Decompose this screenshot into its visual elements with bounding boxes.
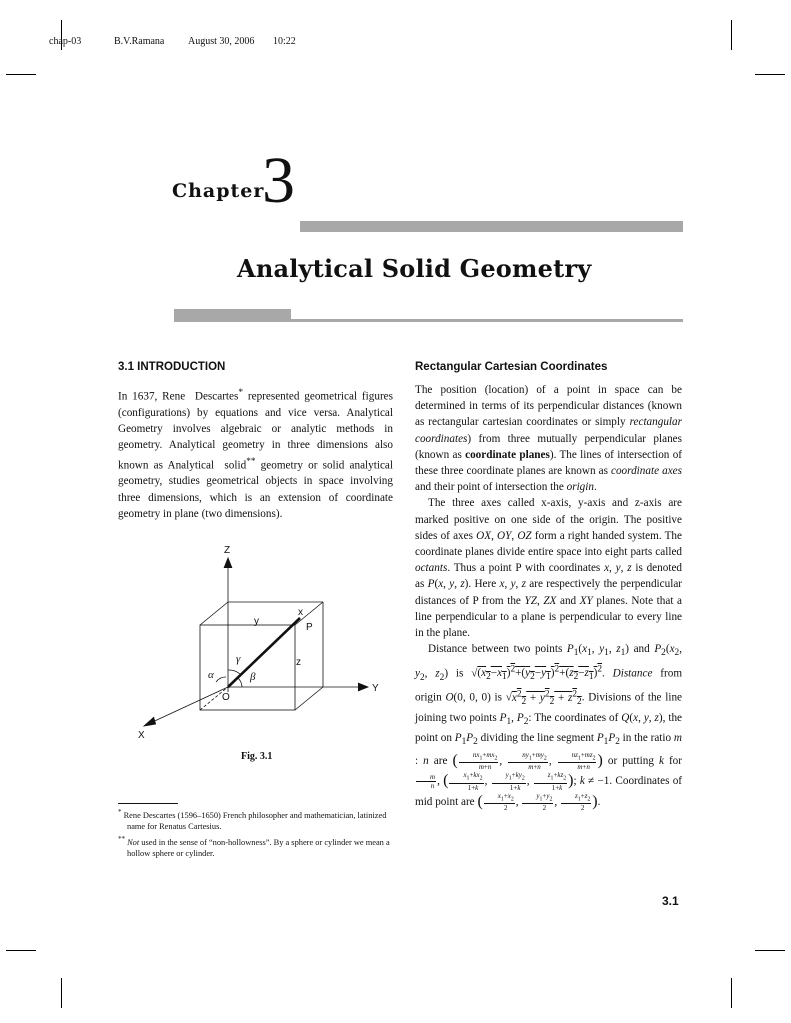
crop-mark	[731, 978, 732, 1008]
header-file: chap-03	[49, 36, 82, 47]
page-number: 3.1	[662, 894, 679, 908]
header-author: B.V.Ramana	[114, 36, 165, 47]
label-x-small: x	[298, 607, 303, 618]
label-z-small: z	[296, 657, 301, 668]
x-arrow	[144, 717, 156, 726]
label-y-small: y	[254, 616, 259, 627]
footnote-2: ** Not used in the sense of “non-hollowness”. By a sphere or cylinder we mean a hollow sphere or cylinder.	[118, 834, 390, 858]
paragraph-distance-formulas: Distance between two points $P_1(x_1$, $y_1$, $z_1$) and $P_2(x_2$, $y_2$, $z_2$) is $√(x_2-x_1)^2+(y_2-y_1)^2+(z_2-z_1)^2$. Distance from origin O(0, 0, 0) is $√x^2_2 + y^2_2 + z^2_2$. Divisions of the line joining two points $P_1$, $P_2$: The coordinates of Q(x, y, z), the point on $P_1P_2$ dividing the line segment $P_1P_2$ in the ratio m : n are ( $\frac{nx_1+mx_2}{m+n}$ , $\frac{ny_1+my_2}{m+n}$ , $\frac{nz_1+mz_2}{m+n}$ ) or putting k for $\frac{m}{n}$ , ( $\frac{x_1+kx_2}{1+k}$ , $\frac{y_1+ky_2}{1+k}$ , $\frac{z_1+kz_2}{1+k}$ ); k ≠ −1. Coordinates of mid point are ( $\frac{x_1+x_2}{2}$ , $\frac{y_1+y_2}{2}$ , $\frac{z_1+z_2}{2}$ ).	[415, 643, 683, 813]
coordinate-axes-figure	[130, 540, 390, 750]
chapter-number: 3	[262, 144, 295, 217]
x-axis	[146, 687, 228, 725]
footnote-1: * Rene Descartes (1596–1650) French philosopher and mathematician, latinized name for Renatus Cartesius.	[118, 808, 387, 832]
chapter-bar-top	[300, 221, 683, 232]
label-alpha: α	[208, 669, 214, 681]
label-z: Z	[224, 545, 231, 556]
z-arrow	[224, 558, 232, 568]
label-y: Y	[372, 683, 379, 694]
paragraph-axes: The three axes called x-axis, y-axis and z-axis are marked positive on one side of the origin. The positive sides of axes OX, OY, OZ form a right handed system. The coordinate planes divide entire space into eight parts called octants. Thus a point P with coordinates x, y, z is denoted as P(x, y, z). Here x, y, z are respectively the perpendicular distances of P from the YZ, ZX and XY planes. Note that a line perpendicular to a plane is perpendicular to every line in the plane.	[415, 497, 683, 640]
header-time: 10:22	[273, 36, 296, 47]
y-arrow	[358, 683, 368, 691]
crop-mark	[61, 978, 62, 1008]
crop-mark	[755, 74, 785, 75]
right-column-text	[415, 382, 682, 812]
header-date: August 30, 2006	[188, 36, 255, 47]
figure-caption: Fig. 3.1	[241, 751, 273, 762]
label-gamma: γ	[236, 653, 241, 665]
label-beta: β	[250, 671, 256, 683]
label-origin: O	[222, 692, 230, 703]
crop-mark	[731, 20, 732, 50]
footnote-rule	[118, 803, 178, 804]
section-heading-introduction: 3.1 INTRODUCTION	[118, 361, 226, 373]
crop-mark	[6, 950, 36, 951]
paragraph-coordinates-definition: The position (location) of a point in space can be determined in terms of its perpendicular distances (known as rectangular cartesian coordinates or simply rectangular coordinates) from three mutually perpendicular planes (known as coordinate planes). The lines of intersection of these three coordinate planes are known as coordinate axes and their point of intersection the origin.	[415, 384, 683, 494]
label-x: X	[138, 730, 145, 741]
crop-mark	[6, 74, 36, 75]
crop-mark	[755, 950, 785, 951]
chapter-label: Chapter	[172, 180, 265, 202]
chapter-title: Analytical Solid Geometry	[237, 254, 592, 283]
footnotes	[118, 807, 393, 860]
chapter-bar-bottom-block	[174, 309, 291, 322]
intro-paragraph: In 1637, Rene Descartes* represented geometrical figures (configurations) by equations and vice versa. Analytical Geometry involves algebraic or analytic methods in geometry. Analytical geometry in three dimensions also known as Analytical solid** geometry or solid analytical geometry, studies geometrical objects in space involving three dimensions, which is an extension of coordinate geometry in plane (two dimensions).	[118, 388, 393, 520]
section-heading-rectangular-coordinates: Rectangular Cartesian Coordinates	[415, 361, 608, 373]
label-p: P	[306, 622, 313, 633]
chapter-bar-bottom-rule	[291, 319, 683, 322]
